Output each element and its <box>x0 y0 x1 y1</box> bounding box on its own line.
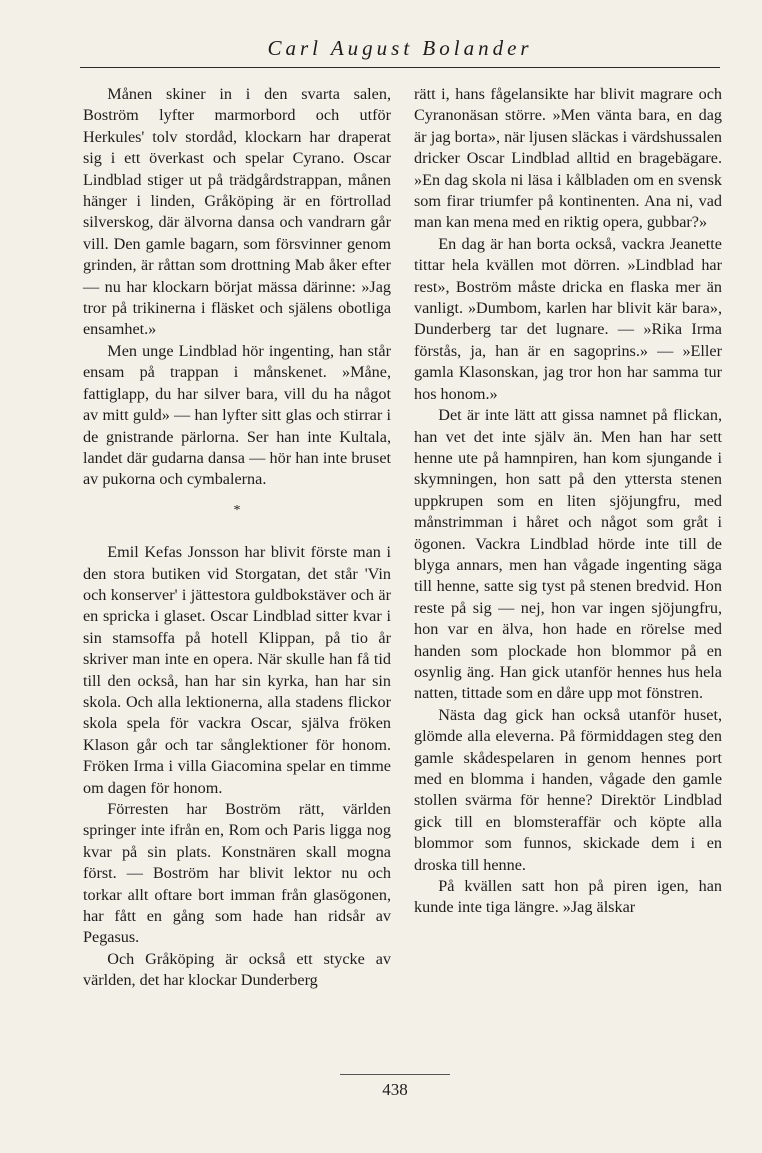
paragraph: Emil Kefas Jonsson har blivit förste man i den stora butiken vid Storgatan, det står 'Vin och konserver' i jättestora guldbokstäver och är en spricka i glaset. Oscar Lindblad sitter kvar i sin stamsoffa på hotell Klippan, på tio år skriver man inte en opera. När skulle han få tid till den också, han har sin kyrka, han har sin skola. Och alla lektionerna, alla stadens flickor skola spela för vackra Oscar, själva fröken Klason går och tar sånglektioner för honom. Fröken Irma i villa Giacomina spelar en timme om dagen för honom. <box>83 543 391 797</box>
paragraph: Månen skiner in i den svarta salen, Boström lyfter marmorbord och utför Herkules' tolv stordåd, klockarn har draperat sig i ett överkast och spelar Cyrano. Oscar Lindblad stiger ut på trädgårdstrappan, månen hänger i linden, Gråköping är en förtrollad silverskog, där älvorna dansa och vandrarn går vill. Den gamle bagarn, som försvinner genom grinden, är råttan som drottning Mab åker efter — nu har klockarn börjat mässa därinne: »Jag tror på trikinerna i fläsket och själens obotliga ensamhet.» <box>83 85 391 339</box>
paragraph: Det är inte lätt att gissa namnet på flickan, han vet det inte själv än. Men han har sett henne ute på hamnpiren, han kom sjungande i skymningen, hon satt på den yttersta stenen uppkrupen som en liten sjöjungfru, med månstrimman i håret och något som gråt i ögonen. Vackra Lindblad hörde inte till de blyga annars, men han vågade ingenting säga till henne, satte sig tyst på stenen bredvid. Hon reste på sig — nej, hon var ingen sjöjungfru, hon var en älva, hon hade en rörelse med handen som plockade hon blommor på en osynlig äng. Han gick utanför hennes hus hela natten, tittade som en dåre upp mot fönstren. <box>414 406 722 703</box>
paragraph: rätt i, hans fågelansikte har blivit magrare och Cyranonäsan större. »Men vänta bara, en dag är jag borta», när ljusen släckas i värdshussalen dricker Oscar Lindblad alltid en bragebägare. »En dag skola ni läsa i kålbladen om en svensk som firar triumfer på kontinenten. Ana ni, vad man kan mena med en riktig opera, gubbar?» <box>414 85 722 232</box>
paragraph: Och Gråköping är också ett stycke av världen, det har klockar Dunderberg <box>83 949 391 990</box>
paragraph: Nästa dag gick han också utanför huset, glömde alla eleverna. På förmiddagen steg den gamle skådespelaren in genom hennes port med en blomma i handen, vågade den gamle stollen svärma för henne? Direktör Lindblad gick till en blomsteraffär och köpte alla blommor som funnos, skickade dem i en droska till henne. <box>414 705 722 874</box>
paragraph: Men unge Lindblad hör ingenting, han står ensam på trappan i månskenet. »Måne, fattiglapp, du har silver bara, vill du ha något av mitt guld» — han lyfter sitt glas och stirrar i de gnistrande pärlorna. Ser han inte Kultala, landet där gudarna dansa — hör han inte bruset av pukorna och cymbalerna. <box>83 341 391 489</box>
paragraph: På kvällen satt hon på piren igen, han kunde inte tiga längre. »Jag älskar <box>414 877 722 917</box>
running-title: Carl August Bolander <box>267 36 533 60</box>
left-column <box>83 84 391 992</box>
paragraph: En dag är han borta också, vackra Jeanette tittar hela kvällen mot dörren. »Lindblad har rest», Boström måste dricka en flaska mer än vanligt. »Dumbom, karlen har blivit kär bara», Dunderberg tar det lugnare. — »Rika Irma förstås, ja, han är en sagoprins.» — »Eller gamla Klasonskan, jag tror hon har samma tur hos honom.» <box>414 234 722 403</box>
section-separator: * <box>233 502 241 518</box>
right-column <box>414 84 722 919</box>
page-number: 438 <box>382 1080 408 1099</box>
footer-rule <box>340 1074 450 1075</box>
paragraph: Förresten har Boström rätt, världen springer inte ifrån en, Rom och Paris ligga nog kvar på sin plats. Konstnären skall mogna först. — Boström har blivit lektor nu och torkar allt oftare bort imman från glasögonen, har fått en gång som hade han ridsår av Pegasus. <box>83 800 391 947</box>
header-rule <box>80 67 720 68</box>
